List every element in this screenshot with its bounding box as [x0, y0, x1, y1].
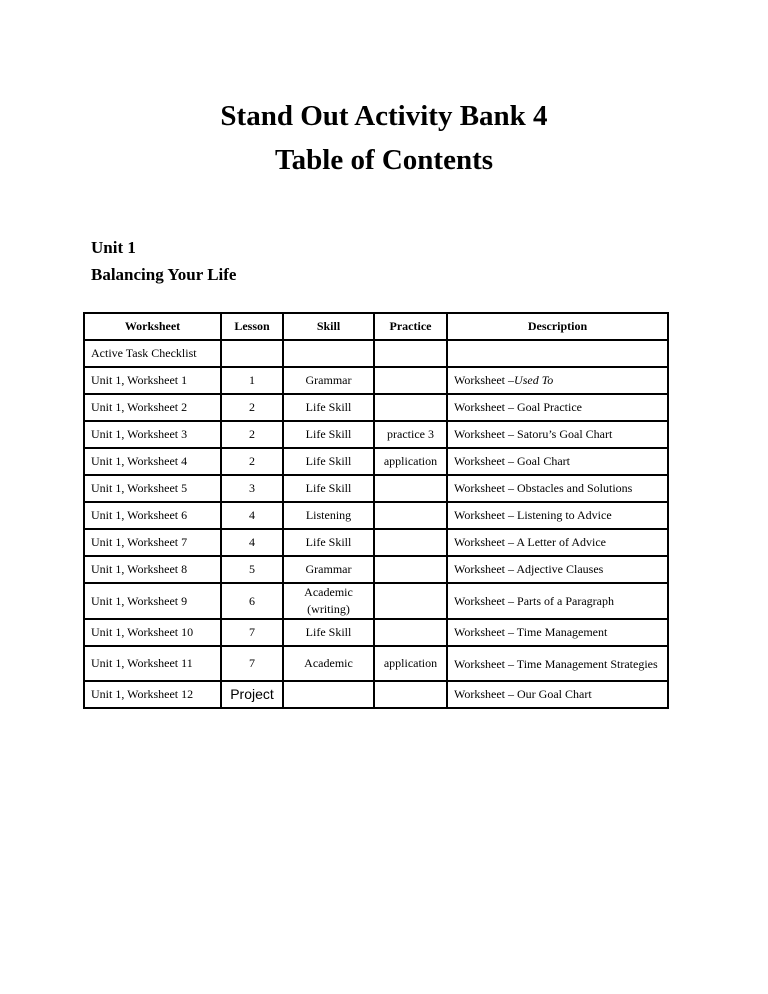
description-text: Worksheet – Goal Chart [454, 454, 571, 468]
lesson-cell: 6 [221, 583, 283, 619]
lesson-cell: 2 [221, 394, 283, 421]
practice-cell [374, 619, 447, 646]
description-text: Worksheet – Parts of a Paragraph [454, 594, 614, 608]
description-text: Worksheet – Time Management [454, 625, 608, 639]
lesson-cell: 7 [221, 646, 283, 681]
description-text: Worksheet – Adjective Clauses [454, 562, 604, 576]
skill-cell: Life Skill [283, 421, 374, 448]
practice-cell [374, 475, 447, 502]
description-text: Worksheet – Our Goal Chart [454, 687, 592, 701]
skill-cell: Life Skill [283, 448, 374, 475]
description-cell [447, 583, 668, 619]
practice-cell [374, 583, 447, 619]
table-row [84, 421, 668, 448]
lesson-cell: 7 [221, 619, 283, 646]
worksheet-cell: Unit 1, Worksheet 12 [84, 681, 221, 708]
skill-cell: Academic [283, 646, 374, 681]
skill-cell: Grammar [283, 367, 374, 394]
skill-cell: Academic (writing) [283, 583, 374, 619]
skill-cell [283, 681, 374, 708]
table-row [84, 529, 668, 556]
skill-cell: Life Skill [283, 475, 374, 502]
column-header-worksheet: Worksheet [84, 313, 221, 340]
table-row [84, 681, 668, 708]
skill-cell: Grammar [283, 556, 374, 583]
description-text: Worksheet – A Letter of Advice [454, 535, 606, 549]
lesson-cell: Project [221, 681, 283, 708]
practice-cell: practice 3 [374, 421, 447, 448]
practice-cell: application [374, 448, 447, 475]
table-body [84, 340, 668, 708]
description-cell [447, 556, 668, 583]
practice-cell [374, 502, 447, 529]
lesson-cell: 4 [221, 529, 283, 556]
unit-title: Balancing Your Life [91, 265, 237, 284]
practice-cell [374, 394, 447, 421]
worksheet-cell: Unit 1, Worksheet 7 [84, 529, 221, 556]
worksheet-cell: Unit 1, Worksheet 6 [84, 502, 221, 529]
table-row [84, 475, 668, 502]
column-header-description: Description [447, 313, 668, 340]
table-row [84, 646, 668, 681]
worksheet-cell: Unit 1, Worksheet 10 [84, 619, 221, 646]
worksheet-cell: Unit 1, Worksheet 1 [84, 367, 221, 394]
description-cell [447, 367, 668, 394]
worksheet-cell: Unit 1, Worksheet 11 [84, 646, 221, 681]
skill-cell: Life Skill [283, 619, 374, 646]
worksheet-cell: Unit 1, Worksheet 5 [84, 475, 221, 502]
table-row [84, 556, 668, 583]
table-row [84, 448, 668, 475]
document-title: Stand Out Activity Bank 4 [220, 100, 548, 132]
description-text: Worksheet – Goal Practice [454, 400, 582, 414]
description-cell [447, 619, 668, 646]
description-italic-text: Used To [514, 373, 554, 387]
skill-cell: Listening [283, 502, 374, 529]
worksheet-cell: Unit 1, Worksheet 4 [84, 448, 221, 475]
table-header-row [84, 313, 668, 340]
table-row [84, 394, 668, 421]
description-text: Worksheet – Time Management Strategies [454, 656, 658, 671]
table-row [84, 583, 668, 619]
table-row [84, 340, 668, 367]
practice-cell [374, 367, 447, 394]
lesson-cell: 1 [221, 367, 283, 394]
lesson-cell: 2 [221, 448, 283, 475]
description-text: Worksheet – [454, 373, 515, 387]
description-cell [447, 448, 668, 475]
document-subtitle: Table of Contents [274, 144, 494, 176]
description-text: Worksheet – Obstacles and Solutions [454, 481, 633, 495]
column-header-skill: Skill [283, 313, 374, 340]
description-cell [447, 681, 668, 708]
description-cell [447, 529, 668, 556]
contents-table [83, 312, 669, 709]
practice-cell: application [374, 646, 447, 681]
practice-cell [374, 340, 447, 367]
lesson-cell: 4 [221, 502, 283, 529]
practice-cell [374, 556, 447, 583]
description-text: Worksheet – Satoru’s Goal Chart [454, 427, 613, 441]
lesson-cell: 2 [221, 421, 283, 448]
worksheet-cell: Unit 1, Worksheet 2 [84, 394, 221, 421]
description-text: Worksheet – Listening to Advice [454, 508, 612, 522]
description-cell [447, 475, 668, 502]
skill-cell [283, 340, 374, 367]
column-header-lesson: Lesson [221, 313, 283, 340]
table-row [84, 619, 668, 646]
skill-cell: Life Skill [283, 529, 374, 556]
practice-cell [374, 681, 447, 708]
table-row [84, 367, 668, 394]
worksheet-cell: Unit 1, Worksheet 9 [84, 583, 221, 619]
worksheet-cell: Unit 1, Worksheet 3 [84, 421, 221, 448]
description-cell [447, 340, 668, 367]
lesson-cell: 5 [221, 556, 283, 583]
description-cell [447, 394, 668, 421]
table-row [84, 502, 668, 529]
description-cell [447, 421, 668, 448]
lesson-cell [221, 340, 283, 367]
description-cell [447, 646, 668, 681]
practice-cell [374, 529, 447, 556]
worksheet-cell: Active Task Checklist [84, 340, 221, 367]
worksheet-cell: Unit 1, Worksheet 8 [84, 556, 221, 583]
description-cell [447, 502, 668, 529]
skill-cell: Life Skill [283, 394, 374, 421]
column-header-practice: Practice [374, 313, 447, 340]
unit-label: Unit 1 [91, 238, 136, 257]
lesson-cell: 3 [221, 475, 283, 502]
